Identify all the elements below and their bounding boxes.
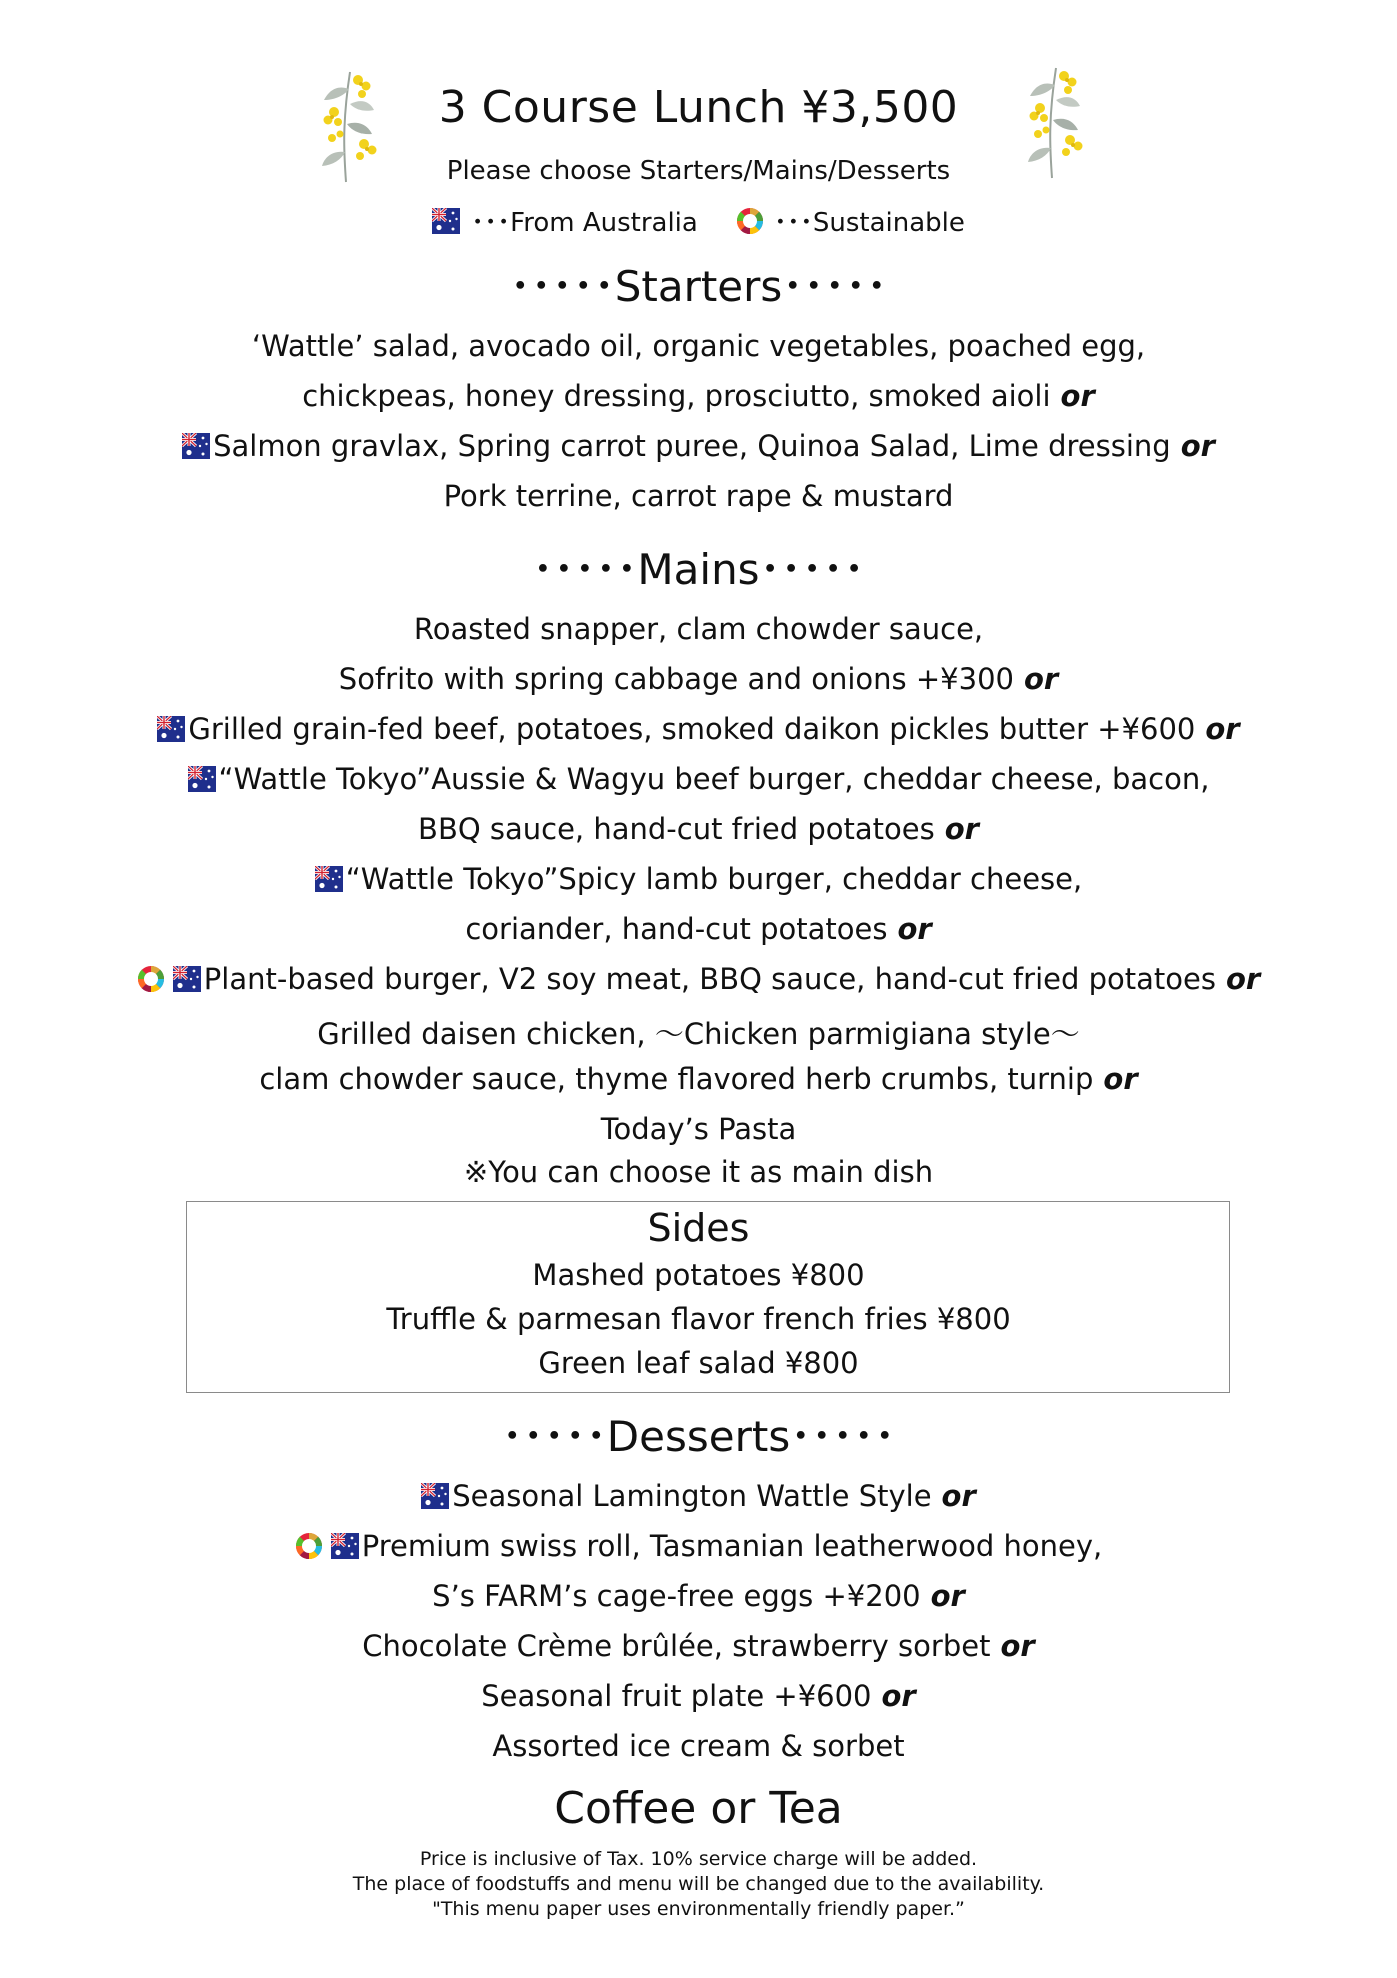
menu-line: Sofrito with spring cabbage and onions +¥300 or	[338, 662, 1059, 696]
menu-line: coriander, hand-cut potatoes or	[465, 912, 932, 946]
menu-line: Premium swiss roll, Tasmanian leatherwood honey,	[0, 1529, 1397, 1563]
menu-line: Chocolate Crème brûlée, strawberry sorbet or	[362, 1629, 1035, 1663]
page-subtitle: Please choose Starters/Mains/Desserts	[446, 156, 951, 186]
side-item: Green leaf salad ¥800	[538, 1346, 859, 1380]
desserts-heading: ･････Desserts･････	[501, 1412, 896, 1461]
menu-line: “Wattle Tokyo”Aussie & Wagyu beef burger, cheddar cheese, bacon,	[0, 762, 1397, 796]
menu-line: BBQ sauce, hand-cut fried potatoes or	[418, 812, 979, 846]
australian-flag-icon	[188, 766, 216, 792]
or-connector: or	[881, 1679, 916, 1713]
menu-line: ‘Wattle’ salad, avocado oil, organic vegetables, poached egg,	[251, 329, 1146, 363]
sdg-wheel-icon	[295, 1532, 323, 1560]
australian-flag-icon	[157, 716, 185, 742]
menu-line: Plant-based burger, V2 soy meat, BBQ sauce, hand-cut fried potatoes or	[0, 962, 1397, 996]
side-item: Truffle & parmesan flavor french fries ¥800	[386, 1302, 1011, 1336]
menu-line: Roasted snapper, clam chowder sauce,	[413, 612, 984, 646]
sdg-wheel-icon	[736, 207, 764, 235]
menu-line: “Wattle Tokyo”Spicy lamb burger, cheddar cheese,	[0, 862, 1397, 896]
coffee-or-tea-heading: Coffee or Tea	[554, 1783, 843, 1834]
or-connector: or	[1023, 662, 1059, 696]
footer-note: Price is inclusive of Tax. 10% service charge will be added.	[419, 1848, 978, 1870]
or-connector: or	[897, 912, 932, 946]
menu-line: Assorted ice cream & sorbet	[492, 1729, 905, 1763]
mains-heading: ･････Mains･････	[532, 545, 865, 594]
or-connector: or	[1225, 962, 1261, 996]
sdg-wheel-icon	[137, 965, 165, 993]
menu-line: chickpeas, honey dressing, prosciutto, smoked aioli or	[302, 379, 1095, 413]
menu-line: Grilled grain-fed beef, potatoes, smoked daikon pickles butter +¥600 or	[0, 712, 1397, 746]
menu-line: Seasonal fruit plate +¥600 or	[481, 1679, 916, 1713]
or-connector: or	[941, 1479, 976, 1513]
or-connector: or	[1180, 429, 1215, 463]
starters-heading: ･････Starters･････	[509, 262, 888, 311]
icon-legend	[0, 202, 1397, 239]
footer-note: "This menu paper uses environmentally friendly paper.”	[432, 1898, 965, 1920]
australian-flag-icon	[173, 966, 201, 992]
footer-note: The place of foodstuffs and menu will be changed due to the availability.	[352, 1873, 1045, 1895]
menu-line: clam chowder sauce, thyme flavored herb crumbs, turnip or	[259, 1062, 1138, 1096]
or-connector: or	[944, 812, 979, 846]
australian-flag-icon	[421, 1483, 449, 1509]
australian-flag-icon	[331, 1533, 359, 1559]
side-item: Mashed potatoes ¥800	[532, 1258, 865, 1292]
sides-heading: Sides	[647, 1206, 750, 1250]
or-connector: or	[1000, 1629, 1035, 1663]
menu-line: Pork terrine, carrot rape & mustard	[443, 479, 954, 513]
menu-line: Grilled daisen chicken, ～Chicken parmigiana style～	[317, 1017, 1080, 1051]
menu-line: Salmon gravlax, Spring carrot puree, Quinoa Salad, Lime dressing or	[0, 429, 1397, 463]
australian-flag-icon	[432, 208, 460, 234]
legend-sustainable: ･･･Sustainable	[773, 208, 965, 238]
legend-australia: ･･･From Australia	[471, 208, 698, 238]
menu-line: S’s FARM’s cage-free eggs +¥200 or	[432, 1579, 965, 1613]
menu-note: ※You can choose it as main dish	[463, 1155, 934, 1189]
or-connector: or	[930, 1579, 965, 1613]
page-title: 3 Course Lunch ¥3,500	[438, 82, 959, 133]
or-connector: or	[1060, 379, 1095, 413]
australian-flag-icon	[315, 866, 343, 892]
or-connector: or	[1205, 712, 1240, 746]
australian-flag-icon	[182, 433, 210, 459]
menu-line: Today’s Pasta	[600, 1112, 797, 1146]
or-connector: or	[1103, 1062, 1138, 1096]
menu-line: Seasonal Lamington Wattle Style or	[0, 1479, 1397, 1513]
